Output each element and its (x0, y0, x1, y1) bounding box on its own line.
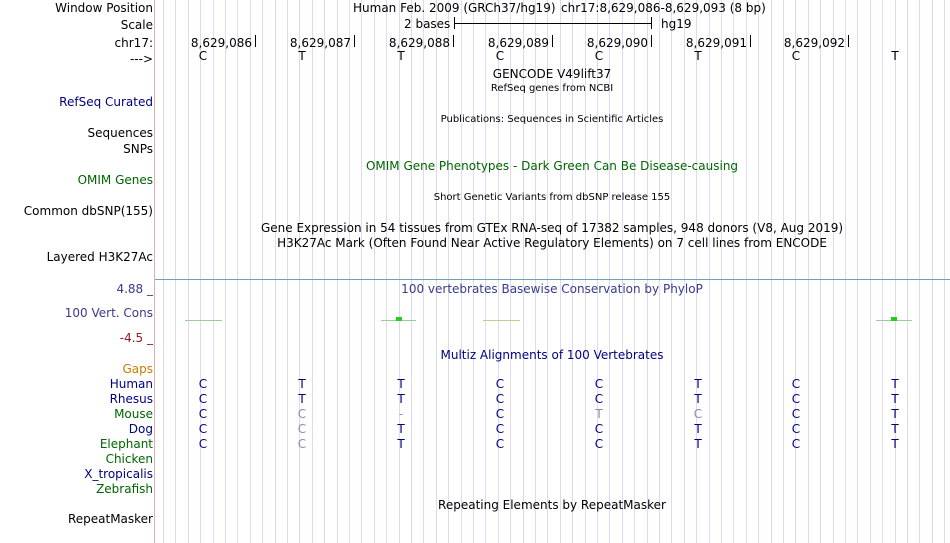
omim-genes-label[interactable]: OMIM Genes (77, 173, 153, 187)
grid-line (287, 0, 288, 543)
grid-line (349, 0, 350, 543)
alignment-base: C (198, 422, 208, 436)
grid-line (634, 0, 635, 543)
alignment-base: C (297, 437, 307, 451)
grid-line (473, 0, 474, 543)
alignment-base: T (891, 422, 899, 436)
grid-line (461, 0, 462, 543)
grid-line (485, 0, 486, 543)
scale-bar (454, 23, 652, 24)
reference-base: C (198, 49, 208, 63)
alignment-base: C (594, 377, 604, 391)
scale-bar-right-tick (651, 17, 652, 29)
alignment-base: T (298, 377, 306, 391)
alignment-base: C (495, 437, 505, 451)
grid-line (882, 0, 883, 543)
alignment-base: T (694, 437, 702, 451)
cons-title: 100 vertebrates Basewise Conservation by PhyloP (401, 282, 703, 296)
grid-line (312, 0, 313, 543)
gaps-label: Gaps (122, 362, 153, 376)
reference-base: T (298, 49, 306, 63)
alignment-base: T (891, 377, 899, 391)
alignment-base: C (791, 377, 801, 391)
grid-line (200, 0, 201, 543)
coordinate-label: 8,629,090 (586, 36, 648, 50)
coordinate-label: 8,629,088 (388, 36, 450, 50)
chrom-label: chr17: (114, 36, 153, 50)
sequences-label[interactable]: Sequences (87, 126, 153, 140)
refseq-subtitle: RefSeq genes from NCBI (490, 83, 614, 94)
grid-line (225, 0, 226, 543)
species-label-mouse[interactable]: Mouse (114, 407, 153, 421)
alignment-base: C (198, 377, 208, 391)
scale-label: Scale (120, 18, 153, 32)
grid-line (399, 0, 400, 543)
grid-line (411, 0, 412, 543)
grid-line (622, 0, 623, 543)
grid-line (870, 0, 871, 543)
grid-line (386, 0, 387, 543)
gencode-title[interactable]: GENCODE V49lift37 (492, 67, 612, 81)
alignment-base: T (397, 437, 405, 451)
grid-line (188, 0, 189, 543)
cons-min-value: -4.5 _ (119, 331, 153, 345)
layered-h3k27ac-label[interactable]: Layered H3K27Ac (46, 250, 153, 264)
alignment-base: T (397, 377, 405, 391)
species-label-zebrafish[interactable]: Zebrafish (96, 482, 153, 496)
coordinate-tick (848, 35, 849, 47)
alignment-base: C (594, 437, 604, 451)
coordinate-label: 8,629,087 (289, 36, 351, 50)
alignment-base: T (595, 407, 603, 421)
grid-line (696, 0, 697, 543)
alignment-base: C (594, 422, 604, 436)
scale-db: hg19 (661, 17, 692, 31)
grid-line (163, 0, 164, 543)
alignment-base: C (198, 392, 208, 406)
grid-line (299, 0, 300, 543)
grid-line (932, 0, 933, 543)
coordinate-tick (750, 35, 751, 47)
alignment-base: C (198, 407, 208, 421)
assembly-text[interactable]: Human Feb. 2009 (GRCh37/hg19) (353, 1, 556, 15)
alignment-base: C (495, 377, 505, 391)
alignment-base: C (594, 392, 604, 406)
alignment-base: T (397, 392, 405, 406)
gtex-title: Gene Expression in 54 tissues from GTEx RNA-seq of 17382 samples, 948 donors (V8, Aug 2019) (260, 221, 844, 235)
grid-line (175, 0, 176, 543)
coordinate-tick (651, 35, 652, 47)
grid-line (436, 0, 437, 543)
coordinate-label: 8,629,086 (190, 36, 252, 50)
grid-line (919, 0, 920, 543)
position-text[interactable]: chr17:8,629,086-8,629,093 (8 bp) (561, 1, 766, 15)
conservation-mark (891, 317, 897, 321)
vert-cons-label[interactable]: 100 Vert. Cons (64, 306, 153, 320)
alignment-base: C (495, 407, 505, 421)
repeatmasker-title: Repeating Elements by RepeatMasker (438, 498, 666, 512)
alignment-base: - (398, 407, 404, 421)
cons-max-value: 4.88 _ (116, 282, 153, 296)
alignment-base: C (791, 407, 801, 421)
alignment-base: T (694, 392, 702, 406)
grid-line (709, 0, 710, 543)
alignment-base: T (694, 377, 702, 391)
scale-bar-text: 2 bases (404, 17, 451, 31)
grid-line (337, 0, 338, 543)
grid-line (758, 0, 759, 543)
species-label-rhesus[interactable]: Rhesus (109, 392, 153, 406)
h3k27ac-title: H3K27Ac Mark (Often Found Near Active Regulatory Elements) on 7 cell lines from ENCODE (277, 236, 827, 250)
grid-line (250, 0, 251, 543)
grid-line (361, 0, 362, 543)
coordinate-label: 8,629,089 (487, 36, 549, 50)
grid-line (783, 0, 784, 543)
reference-base: C (594, 49, 604, 63)
reference-base: T (891, 49, 899, 63)
reference-base: C (791, 49, 801, 63)
species-label-x-tropicalis[interactable]: X_tropicalis (84, 467, 153, 481)
alignment-base: T (891, 392, 899, 406)
grid-line (275, 0, 276, 543)
coordinate-tick (552, 35, 553, 47)
common-dbsnp-label[interactable]: Common dbSNP(155) (23, 204, 153, 218)
conservation-mark (396, 317, 402, 321)
alignment-base: C (198, 437, 208, 451)
coordinate-tick (255, 35, 256, 47)
multiz-title: Multiz Alignments of 100 Vertebrates (440, 348, 664, 362)
species-label-elephant[interactable]: Elephant (99, 437, 153, 451)
species-label-human[interactable]: Human (109, 377, 153, 391)
conservation-mark (483, 320, 520, 321)
grid-line (833, 0, 834, 543)
grid-line (746, 0, 747, 543)
grid-line (845, 0, 846, 543)
alignment-base: T (891, 437, 899, 451)
species-label-chicken[interactable]: Chicken (105, 452, 153, 466)
conservation-mark (185, 320, 222, 321)
grid-line (907, 0, 908, 543)
alignment-base: T (891, 407, 899, 421)
omim-title: OMIM Gene Phenotypes - Dark Green Can Be Disease-causing (365, 159, 739, 173)
grid-line (423, 0, 424, 543)
window-position-label: Window Position (55, 1, 153, 15)
grid-line (808, 0, 809, 543)
coordinate-tick (354, 35, 355, 47)
grid-line (324, 0, 325, 543)
grid-line (262, 0, 263, 543)
grid-line (659, 0, 660, 543)
alignment-base: C (297, 422, 307, 436)
alignment-base: C (495, 422, 505, 436)
alignment-base: C (791, 422, 801, 436)
grid-line (684, 0, 685, 543)
repeatmasker-label[interactable]: RepeatMasker (67, 512, 153, 526)
grid-line (671, 0, 672, 543)
dbsnp-title: Short Genetic Variants from dbSNP release 155 (433, 192, 671, 203)
snps-label[interactable]: SNPs (123, 142, 153, 156)
alignment-base: C (791, 392, 801, 406)
grid-line (213, 0, 214, 543)
alignment-base: T (397, 422, 405, 436)
species-label-dog[interactable]: Dog (128, 422, 153, 436)
reference-base: C (495, 49, 505, 63)
grid-line (647, 0, 648, 543)
refseq-curated-label[interactable]: RefSeq Curated (59, 95, 153, 109)
publications-title: Publications: Sequences in Scientific Articles (440, 114, 664, 125)
alignment-base: T (298, 392, 306, 406)
grid-line (733, 0, 734, 543)
grid-line (771, 0, 772, 543)
grid-line (237, 0, 238, 543)
alignment-base: T (694, 422, 702, 436)
strand-label: ---> (129, 52, 153, 66)
grid-line (857, 0, 858, 543)
coordinate-label: 8,629,091 (685, 36, 747, 50)
track-separator (155, 279, 950, 280)
grid-line (721, 0, 722, 543)
label-divider (154, 0, 155, 543)
alignment-base: C (693, 407, 703, 421)
alignment-base: C (791, 437, 801, 451)
grid-line (448, 0, 449, 543)
coordinate-tick (453, 35, 454, 47)
grid-line (944, 0, 945, 543)
grid-line (820, 0, 821, 543)
reference-base: T (694, 49, 702, 63)
grid-line (795, 0, 796, 543)
alignment-base: C (495, 392, 505, 406)
coordinate-label: 8,629,092 (783, 36, 845, 50)
reference-base: T (397, 49, 405, 63)
grid-line (374, 0, 375, 543)
alignment-base: C (297, 407, 307, 421)
grid-line (895, 0, 896, 543)
